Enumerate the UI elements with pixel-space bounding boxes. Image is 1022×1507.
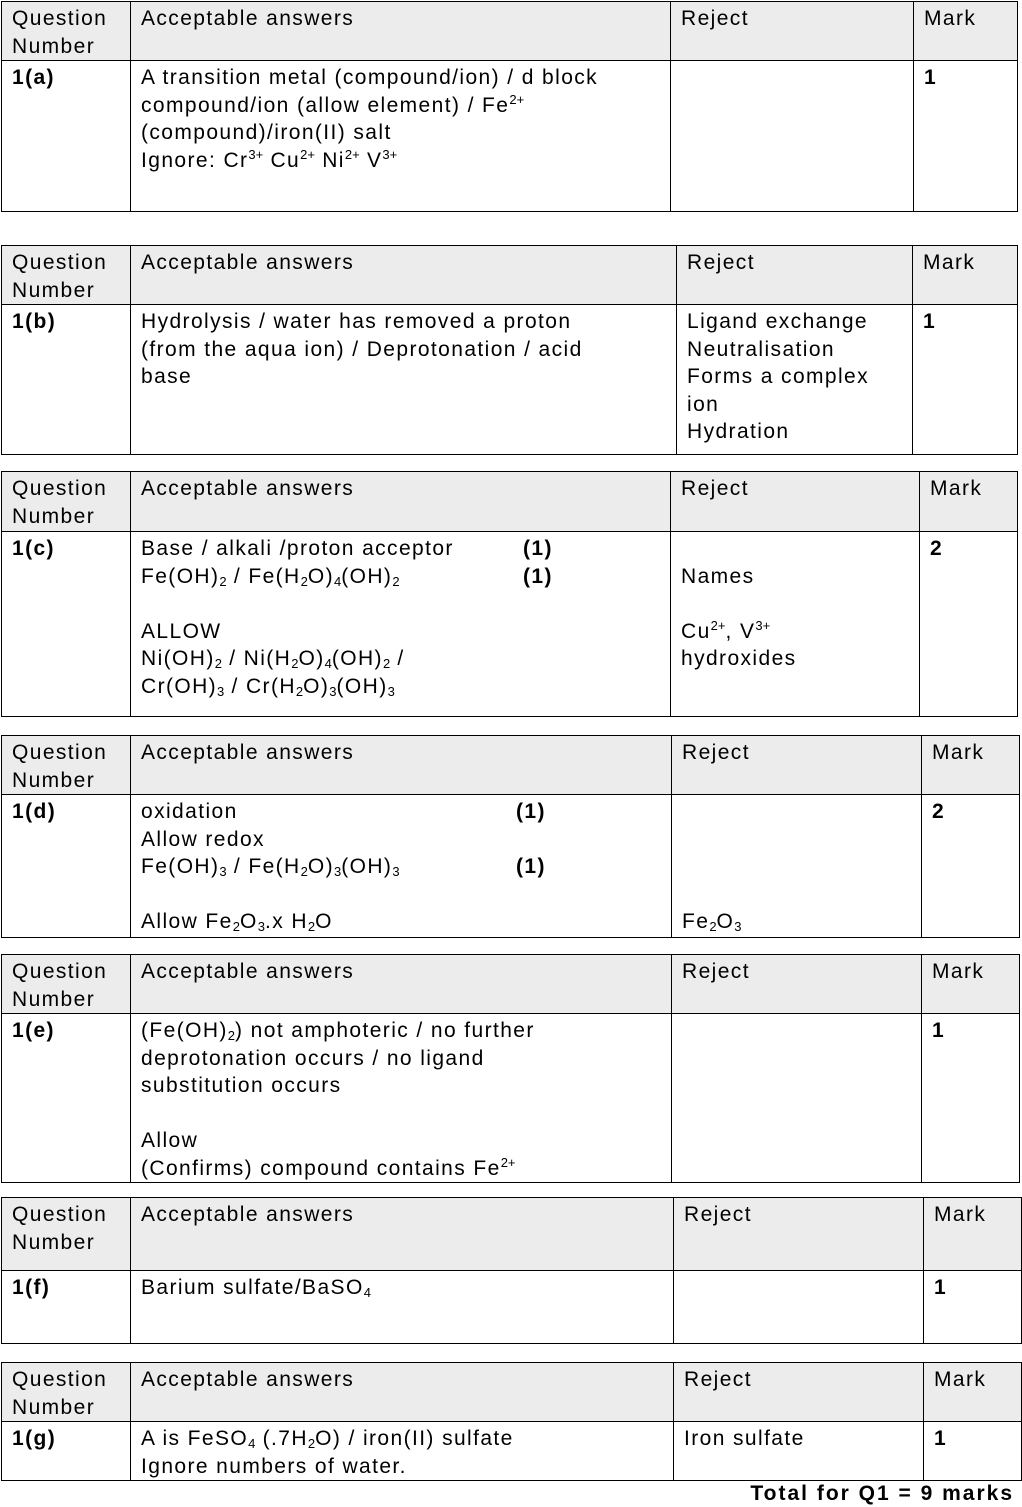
header-reject: Reject <box>674 1363 924 1422</box>
question-number: 1(a) <box>2 61 131 212</box>
table-row <box>2 795 1020 938</box>
answer-line: ALLOW <box>141 619 222 643</box>
header-acceptable: Acceptable answers <box>131 472 671 532</box>
reject-line: Forms a complex <box>687 365 870 388</box>
answer-line: substitution occurs <box>141 1074 342 1097</box>
reject-line: Names <box>681 564 755 588</box>
reject-line: $Cu^{2+}$, $V^{3+}$ <box>681 617 771 643</box>
header-question-number: Question Number <box>2 955 131 1014</box>
header-question-number: Question Number <box>2 472 131 532</box>
acceptable-answer <box>131 532 671 717</box>
acceptable-answer <box>131 1014 672 1183</box>
answer-line <box>141 1100 661 1128</box>
answer-line <box>141 881 661 909</box>
table-header-row <box>2 955 1020 1014</box>
header-mark: Mark <box>922 736 1020 795</box>
question-1g-table <box>1 1362 1022 1481</box>
reject-answer: Iron sulfate <box>674 1422 924 1481</box>
table-header-row <box>2 472 1018 532</box>
header-question-number: Question Number <box>2 1198 131 1271</box>
header-mark: Mark <box>920 472 1018 532</box>
mark-value: 2 <box>920 532 1018 717</box>
question-number: 1(f) <box>2 1271 131 1344</box>
answer-line: A transition metal (compound/ion) / d block <box>141 66 599 89</box>
acceptable-answer <box>131 795 672 938</box>
table-row <box>2 532 1018 717</box>
header-acceptable: Acceptable answers <box>131 2 671 61</box>
header-acceptable: Acceptable answers <box>131 736 672 795</box>
question-number: 1(c) <box>2 532 131 717</box>
acceptable-answer <box>131 1422 674 1481</box>
acceptable-answer <box>131 61 671 212</box>
answer-line: $Fe(OH)_2 / Fe(H_2O)_4(OH)_2$ (1) <box>141 564 553 589</box>
header-mark: Mark <box>922 955 1020 1014</box>
question-number: 1(g) <box>2 1422 131 1481</box>
reject-line: Ligand exchange <box>687 310 868 333</box>
answer-line: compound/ion (allow element) / $Fe^{2+}$ <box>141 91 525 117</box>
question-1c-table <box>1 471 1018 717</box>
reject-line <box>682 826 911 854</box>
reject-line <box>681 535 909 563</box>
header-reject: Reject <box>677 246 913 305</box>
answer-line: $Ni(OH)_2 / Ni(H_2O)_4(OH)_2$ / <box>141 647 405 671</box>
answer-line: Allow <box>141 1129 199 1152</box>
reject-answer <box>677 305 913 455</box>
header-acceptable: Acceptable answers <box>131 246 677 305</box>
question-1f-table <box>1 1197 1022 1344</box>
answer-line: (from the aqua ion) / Deprotonation / acid <box>141 337 583 361</box>
header-reject: Reject <box>672 736 922 795</box>
question-1e-table <box>1 954 1020 1183</box>
answer-line: $Cr(OH)_3 / Cr(H_2O)_3(OH)_3$ <box>141 674 395 699</box>
question-1d-table <box>1 735 1020 938</box>
question-1a-table <box>1 1 1018 212</box>
header-reject: Reject <box>671 472 920 532</box>
reject-line: Hydration <box>687 420 790 443</box>
answer-line: (compound)/iron(II) salt <box>141 121 392 144</box>
mark-value: 1 <box>922 1014 1020 1183</box>
answer-line: base <box>141 365 193 388</box>
answer-line: oxidation (1) <box>141 800 546 823</box>
acceptable-answer <box>131 305 677 455</box>
question-number: 1(e) <box>2 1014 131 1183</box>
answer-line: Ignore numbers of water. <box>141 1454 407 1478</box>
header-question-number: Question Number <box>2 246 131 305</box>
answer-line: Allow $Fe_2O_3.x$ $H_2O$ <box>141 910 333 934</box>
header-reject: Reject <box>672 955 922 1014</box>
reject-line: hydroxides <box>681 647 797 670</box>
answer-line: $Fe(OH)_3 / Fe(H_2O)_3(OH)_3$ (1) <box>141 855 546 879</box>
mark-value: 1 <box>924 1271 1022 1344</box>
header-acceptable: Acceptable answers <box>131 955 672 1014</box>
table-row <box>2 305 1018 455</box>
reject-line: ion <box>687 392 720 416</box>
reject-answer <box>672 795 922 938</box>
table-header-row <box>2 246 1018 305</box>
table-header-row <box>2 1198 1022 1271</box>
header-acceptable: Acceptable answers <box>131 1363 674 1422</box>
acceptable-answer <box>131 1271 674 1344</box>
mark-value: 1 <box>914 61 1018 212</box>
mark-value: 1 <box>924 1422 1022 1481</box>
header-question-number: Question Number <box>2 1363 131 1422</box>
header-question-number: Question Number <box>2 736 131 795</box>
reject-answer <box>672 1014 922 1183</box>
answer-line: Barium sulfate/BaSO$_4$ <box>141 1276 371 1300</box>
header-acceptable: Acceptable answers <box>131 1198 674 1271</box>
reject-line: $Fe_2O_3$ <box>682 910 742 934</box>
table-row <box>2 1014 1020 1183</box>
answer-line: Allow redox <box>141 827 265 851</box>
reject-answer <box>671 532 920 717</box>
answer-line: (Confirms) compound contains $Fe^{2+}$ <box>141 1154 516 1180</box>
header-mark: Mark <box>924 1198 1022 1271</box>
answer-line: Hydrolysis / water has removed a proton <box>141 310 572 333</box>
answer-line <box>141 590 660 618</box>
table-header-row <box>2 736 1020 795</box>
header-mark: Mark <box>914 2 1018 61</box>
ignore-line: Ignore: $Cr^{3+}$ $Cu^{2+}$ $Ni^{2+}$ $V^{3+}$ <box>141 146 398 172</box>
table-row <box>2 1422 1022 1481</box>
mark-value: 1 <box>913 305 1018 455</box>
total-marks: Total for Q1 = 9 marks <box>750 1482 1014 1505</box>
question-number: 1(d) <box>2 795 131 938</box>
header-question-number: Question Number <box>2 2 131 61</box>
reject-line <box>682 798 911 826</box>
reject-line: Neutralisation <box>687 337 835 361</box>
reject-line <box>681 590 909 618</box>
table-row <box>2 61 1018 212</box>
answer-line: Base / alkali /proton acceptor (1) <box>141 537 553 560</box>
reject-line <box>682 881 911 909</box>
reject-answer <box>674 1271 924 1344</box>
question-number: 1(b) <box>2 305 131 455</box>
mark-value: 2 <box>922 795 1020 938</box>
answer-line: A is FeSO$_4$ $(.7H_2O)$ / iron(II) sulfate <box>141 1427 514 1451</box>
answer-line: deprotonation occurs / no ligand <box>141 1046 485 1070</box>
table-header-row <box>2 1363 1022 1422</box>
header-reject: Reject <box>671 2 914 61</box>
header-mark: Mark <box>913 246 1018 305</box>
reject-answer <box>671 61 914 212</box>
question-1b-table <box>1 245 1018 455</box>
answer-line: $(Fe(OH)_2)$ not amphoteric / no further <box>141 1019 535 1043</box>
table-header-row <box>2 2 1018 61</box>
header-reject: Reject <box>674 1198 924 1271</box>
header-mark: Mark <box>924 1363 1022 1422</box>
table-row <box>2 1271 1022 1344</box>
reject-line <box>682 853 911 881</box>
